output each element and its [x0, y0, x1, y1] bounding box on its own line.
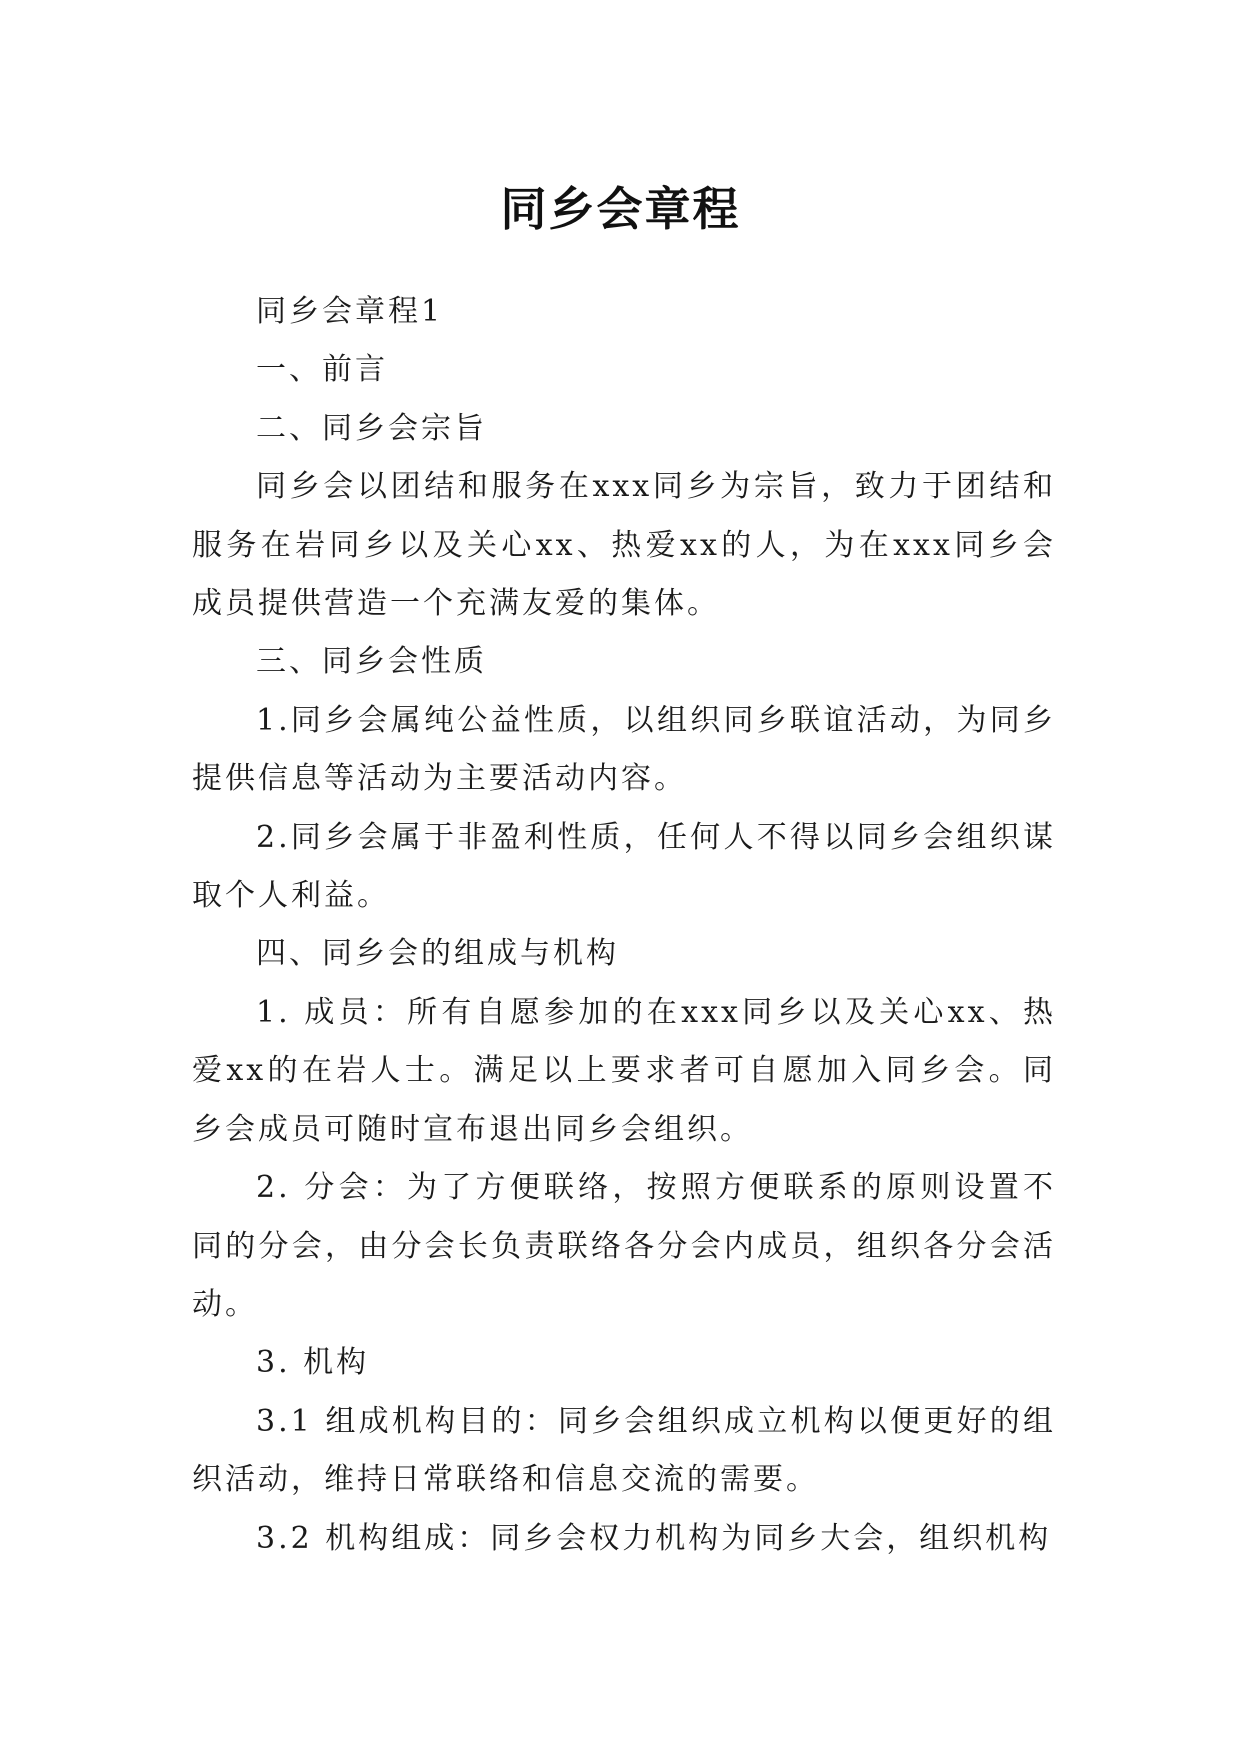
section-structure: 四、同乡会的组成与机构: [256, 936, 619, 972]
paragraph-nature-1: 1.同乡会属纯公益性质，以组织同乡联谊活动，为同乡提供信息等活动为主要活动内容。: [192, 702, 1056, 797]
paragraph-heading-1: 同乡会章程1: [256, 294, 444, 329]
paragraph-purpose: 同乡会以团结和服务在xxx同乡为宗旨，致力于团结和服务在岩同乡以及关心xx、热爱xx的人，为在xxx同乡会成员提供营造一个充满友爱的集体。: [192, 469, 1056, 622]
section-purpose: 二、同乡会宗旨: [256, 410, 487, 446]
paragraph-organization-purpose: 3.1 组成机构目的：同乡会组织成立机构以便更好的组织活动，维持日常联络和信息交流的需要。: [192, 1403, 1056, 1498]
section-preface: 一、前言: [256, 352, 388, 388]
paragraph-members: 1. 成员：所有自愿参加的在xxx同乡以及关心xx、热爱xx的在岩人士。满足以上要求者可自愿加入同乡会。同乡会成员可随时宣布退出同乡会组织。: [192, 994, 1056, 1147]
document-title: 同乡会章程: [500, 181, 741, 236]
paragraph-organization: 3. 机构: [256, 1345, 370, 1381]
paragraph-nature-2: 2.同乡会属于非盈利性质，任何人不得以同乡会组织谋取个人利益。: [192, 819, 1056, 914]
section-nature: 三、同乡会性质: [256, 644, 487, 680]
paragraph-branches: 2. 分会：为了方便联络，按照方便联系的原则设置不同的分会，由分会长负责联络各分会内成员，组织各分会活动。: [192, 1170, 1056, 1322]
document-body: [192, 283, 1056, 1568]
paragraph-organization-composition: 3.2 机构组成：同乡会权力机构为同乡大会，组织机构: [256, 1520, 1052, 1556]
